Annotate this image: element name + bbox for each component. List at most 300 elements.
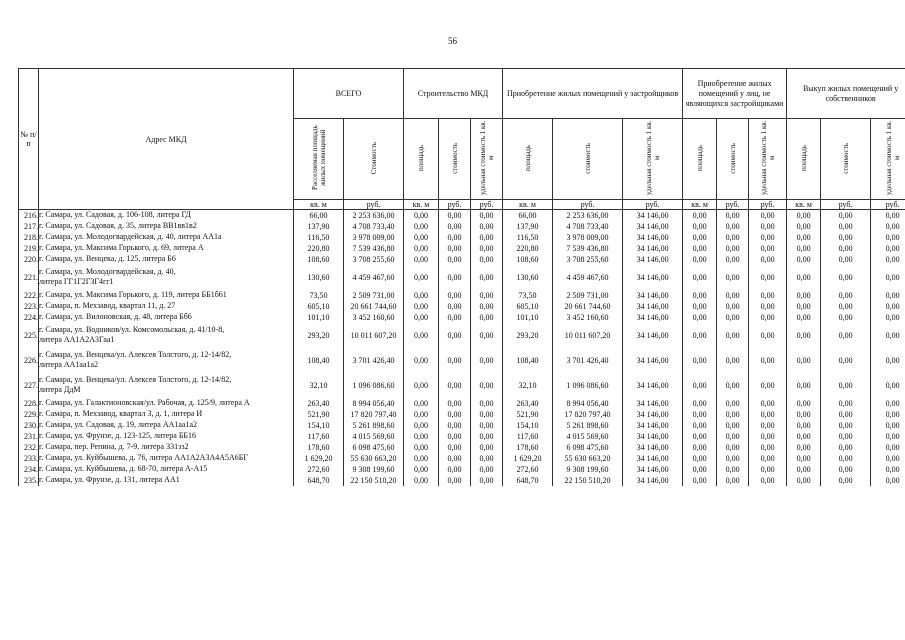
row-value-c2: 0,00 — [439, 431, 471, 442]
row-value-e2: 0,00 — [717, 232, 749, 243]
row-total-cost: 6 098 475,60 — [344, 442, 404, 453]
row-value-d2: 3 708 255,60 — [553, 254, 623, 265]
row-value-f2: 0,00 — [821, 290, 871, 301]
row-value-e1: 0,00 — [683, 254, 717, 265]
row-value-e3: 0,00 — [749, 301, 787, 312]
subheader-nondev-cost: стоимость — [717, 119, 749, 200]
row-value-d2: 2 509 731,00 — [553, 290, 623, 301]
row-value-d3: 34 146,00 — [623, 442, 683, 453]
row-total-cost: 17 820 797,40 — [344, 409, 404, 420]
row-value-e2: 0,00 — [717, 243, 749, 254]
row-value-c1: 0,00 — [404, 398, 439, 409]
row-value-f2: 0,00 — [821, 221, 871, 232]
row-value-c2: 0,00 — [439, 442, 471, 453]
row-value-e2: 0,00 — [717, 301, 749, 312]
row-number: 225. — [19, 323, 39, 348]
row-total-area: 108,60 — [294, 254, 344, 265]
row-value-d2: 10 011 607,20 — [553, 323, 623, 348]
row-value-c3: 0,00 — [471, 301, 503, 312]
row-value-d2: 20 661 744,60 — [553, 301, 623, 312]
row-value-d3: 34 146,00 — [623, 464, 683, 475]
row-total-cost: 3 701 426,40 — [344, 348, 404, 373]
row-value-d3: 34 146,00 — [623, 254, 683, 265]
row-value-f1: 0,00 — [787, 348, 821, 373]
unit-rub: руб. — [749, 200, 787, 210]
row-value-e2: 0,00 — [717, 373, 749, 398]
row-value-f1: 0,00 — [787, 409, 821, 420]
unit-sqm: кв. м — [787, 200, 821, 210]
row-value-e1: 0,00 — [683, 232, 717, 243]
row-address-line: г. Самара, ул. Максима Горького, д. 69, литера А — [39, 243, 204, 252]
row-value-f1: 0,00 — [787, 301, 821, 312]
row-value-c1: 0,00 — [404, 420, 439, 431]
row-total-area: 272,60 — [294, 464, 344, 475]
row-value-e3: 0,00 — [749, 243, 787, 254]
table-row — [19, 453, 905, 464]
row-value-c1: 0,00 — [404, 221, 439, 232]
row-address — [39, 453, 294, 464]
row-address — [39, 312, 294, 323]
row-address-line: г. Самара, ул. Венцека, д. 125, литера Б6 — [39, 254, 176, 263]
row-value-f3: 0,00 — [871, 442, 905, 453]
row-address — [39, 442, 294, 453]
row-value-c1: 0,00 — [404, 265, 439, 290]
row-value-d1: 648,70 — [503, 475, 553, 486]
row-value-c2: 0,00 — [439, 221, 471, 232]
row-address-line: г. Самара, п. Мехзавод, квартал 11, д. 27 — [39, 301, 176, 310]
row-value-f2: 0,00 — [821, 265, 871, 290]
row-value-c1: 0,00 — [404, 290, 439, 301]
table-row — [19, 409, 905, 420]
row-value-e2: 0,00 — [717, 442, 749, 453]
row-value-d3: 34 146,00 — [623, 475, 683, 486]
row-value-e2: 0,00 — [717, 453, 749, 464]
row-value-e2: 0,00 — [717, 254, 749, 265]
row-number: 227. — [19, 373, 39, 398]
housing-resettlement-table — [18, 68, 905, 486]
unit-rub: руб. — [344, 200, 404, 210]
unit-rub: руб. — [471, 200, 503, 210]
row-value-d2: 4 708 733,40 — [553, 221, 623, 232]
row-value-f1: 0,00 — [787, 312, 821, 323]
row-value-e1: 0,00 — [683, 323, 717, 348]
row-address — [39, 265, 294, 290]
row-address — [39, 420, 294, 431]
row-value-c3: 0,00 — [471, 398, 503, 409]
row-value-f2: 0,00 — [821, 409, 871, 420]
row-value-c1: 0,00 — [404, 232, 439, 243]
row-value-e3: 0,00 — [749, 210, 787, 221]
row-value-e3: 0,00 — [749, 398, 787, 409]
header-acq-nondevelopers: Приобретение жилых помещений у лиц, не являющихся застройщиками — [683, 69, 787, 119]
row-value-e3: 0,00 — [749, 420, 787, 431]
row-address — [39, 348, 294, 373]
row-value-e2: 0,00 — [717, 221, 749, 232]
row-value-c3: 0,00 — [471, 453, 503, 464]
row-address-line: г. Самара, ул. Куйбышева, д. 76, литера АА1А2А3А4А5А6БГ — [39, 453, 249, 462]
row-value-e3: 0,00 — [749, 323, 787, 348]
row-value-e3: 0,00 — [749, 265, 787, 290]
row-value-c1: 0,00 — [404, 442, 439, 453]
row-value-f2: 0,00 — [821, 210, 871, 221]
row-value-d2: 8 994 056,40 — [553, 398, 623, 409]
row-total-area: 117,60 — [294, 431, 344, 442]
row-number: 224. — [19, 312, 39, 323]
row-number: 234. — [19, 464, 39, 475]
row-value-f3: 0,00 — [871, 464, 905, 475]
unit-rub: руб. — [439, 200, 471, 210]
row-value-f3: 0,00 — [871, 312, 905, 323]
row-number: 229. — [19, 409, 39, 420]
row-value-e3: 0,00 — [749, 442, 787, 453]
row-value-d1: 220,80 — [503, 243, 553, 254]
row-number: 233. — [19, 453, 39, 464]
row-number: 232. — [19, 442, 39, 453]
row-value-d1: 101,10 — [503, 312, 553, 323]
row-value-f2: 0,00 — [821, 398, 871, 409]
row-number: 226. — [19, 348, 39, 373]
row-value-f3: 0,00 — [871, 431, 905, 442]
row-total-cost: 3 708 255,60 — [344, 254, 404, 265]
row-total-cost: 8 994 056,40 — [344, 398, 404, 409]
table-row — [19, 232, 905, 243]
row-value-d3: 34 146,00 — [623, 373, 683, 398]
row-value-c1: 0,00 — [404, 348, 439, 373]
row-total-cost: 22 150 510,20 — [344, 475, 404, 486]
row-value-d1: 272,60 — [503, 464, 553, 475]
row-value-f1: 0,00 — [787, 265, 821, 290]
row-value-c2: 0,00 — [439, 475, 471, 486]
row-value-f3: 0,00 — [871, 420, 905, 431]
row-address — [39, 221, 294, 232]
subheader-constr-cost: стоимость — [439, 119, 471, 200]
row-value-e1: 0,00 — [683, 475, 717, 486]
row-value-d2: 2 253 636,00 — [553, 210, 623, 221]
row-value-f2: 0,00 — [821, 232, 871, 243]
page-number: 56 — [448, 36, 457, 46]
row-value-c3: 0,00 — [471, 265, 503, 290]
row-value-f2: 0,00 — [821, 373, 871, 398]
row-value-e3: 0,00 — [749, 409, 787, 420]
row-value-c3: 0,00 — [471, 290, 503, 301]
row-total-cost: 5 261 898,60 — [344, 420, 404, 431]
row-value-f3: 0,00 — [871, 373, 905, 398]
unit-sqm: кв. м — [683, 200, 717, 210]
row-value-d3: 34 146,00 — [623, 232, 683, 243]
row-address-line: г. Самара, ул. Фрунзе, д. 123-125, литера ББ16 — [39, 431, 197, 440]
row-value-c1: 0,00 — [404, 431, 439, 442]
row-address-line: г. Самара, ул. Молодогвардейская, д. 40, — [39, 267, 176, 276]
row-value-e2: 0,00 — [717, 398, 749, 409]
row-value-d2: 3 701 426,40 — [553, 348, 623, 373]
row-address — [39, 301, 294, 312]
subheader-total-cost: Стоимость — [344, 119, 404, 200]
row-value-f1: 0,00 — [787, 464, 821, 475]
row-value-f2: 0,00 — [821, 323, 871, 348]
row-value-d3: 34 146,00 — [623, 409, 683, 420]
row-value-d1: 263,40 — [503, 398, 553, 409]
row-value-c2: 0,00 — [439, 409, 471, 420]
row-address-line2: литера АА1А2А3Гаа1 — [39, 335, 115, 344]
row-value-c2: 0,00 — [439, 420, 471, 431]
row-value-d2: 1 096 086,60 — [553, 373, 623, 398]
row-value-e1: 0,00 — [683, 453, 717, 464]
row-value-c2: 0,00 — [439, 254, 471, 265]
row-address-line2: литера АА1аа1а2 — [39, 360, 99, 369]
row-value-d3: 34 146,00 — [623, 323, 683, 348]
subheader-owners-area: площадь — [787, 119, 821, 200]
row-value-e1: 0,00 — [683, 290, 717, 301]
row-value-c1: 0,00 — [404, 323, 439, 348]
row-address — [39, 373, 294, 398]
row-value-d1: 73,50 — [503, 290, 553, 301]
row-total-area: 293,20 — [294, 323, 344, 348]
row-total-cost: 4 015 569,60 — [344, 431, 404, 442]
row-address — [39, 323, 294, 348]
row-address — [39, 475, 294, 486]
row-value-c1: 0,00 — [404, 301, 439, 312]
row-total-area: 116,50 — [294, 232, 344, 243]
row-value-e2: 0,00 — [717, 409, 749, 420]
row-value-f1: 0,00 — [787, 431, 821, 442]
table-row — [19, 221, 905, 232]
subheader-constr-area: площадь — [404, 119, 439, 200]
row-value-c3: 0,00 — [471, 232, 503, 243]
row-value-e2: 0,00 — [717, 290, 749, 301]
row-value-e2: 0,00 — [717, 431, 749, 442]
unit-rub: руб. — [717, 200, 749, 210]
row-number: 219. — [19, 243, 39, 254]
row-value-e3: 0,00 — [749, 232, 787, 243]
row-value-d3: 34 146,00 — [623, 221, 683, 232]
row-value-c3: 0,00 — [471, 323, 503, 348]
row-value-d3: 34 146,00 — [623, 301, 683, 312]
row-address-line: г. Самара, ул. Максима Горького, д. 119, литера ББ1б61 — [39, 290, 227, 299]
row-value-e3: 0,00 — [749, 348, 787, 373]
row-value-f2: 0,00 — [821, 431, 871, 442]
row-total-area: 137,90 — [294, 221, 344, 232]
row-value-e2: 0,00 — [717, 323, 749, 348]
row-value-d3: 34 146,00 — [623, 398, 683, 409]
table-row — [19, 210, 905, 221]
row-value-f1: 0,00 — [787, 398, 821, 409]
table-row — [19, 464, 905, 475]
row-value-d1: 117,60 — [503, 431, 553, 442]
unit-sqm: кв. м — [294, 200, 344, 210]
row-value-d1: 108,60 — [503, 254, 553, 265]
row-address — [39, 409, 294, 420]
row-number: 228. — [19, 398, 39, 409]
row-value-e1: 0,00 — [683, 221, 717, 232]
row-value-f2: 0,00 — [821, 420, 871, 431]
row-value-c1: 0,00 — [404, 312, 439, 323]
table-row — [19, 348, 905, 373]
row-total-cost: 4 708 733,40 — [344, 221, 404, 232]
unit-rub: руб. — [623, 200, 683, 210]
row-value-f3: 0,00 — [871, 475, 905, 486]
row-value-e1: 0,00 — [683, 409, 717, 420]
row-value-e2: 0,00 — [717, 210, 749, 221]
row-value-c3: 0,00 — [471, 420, 503, 431]
row-value-f1: 0,00 — [787, 420, 821, 431]
row-value-f1: 0,00 — [787, 442, 821, 453]
row-value-e1: 0,00 — [683, 265, 717, 290]
row-address-line: г. Самара, ул. Венцека/ул. Алексея Толстого, д. 12-14/82, — [39, 350, 232, 359]
row-value-c2: 0,00 — [439, 232, 471, 243]
subheader-constr-unit: удельная стоимость 1 кв. м — [471, 119, 503, 200]
row-total-area: 521,90 — [294, 409, 344, 420]
row-value-e3: 0,00 — [749, 373, 787, 398]
row-value-f3: 0,00 — [871, 398, 905, 409]
row-value-c3: 0,00 — [471, 464, 503, 475]
row-value-f3: 0,00 — [871, 409, 905, 420]
row-value-d2: 22 150 510,20 — [553, 475, 623, 486]
unit-rub: руб. — [821, 200, 871, 210]
unit-sqm: кв. м — [404, 200, 439, 210]
row-value-e2: 0,00 — [717, 420, 749, 431]
row-value-f2: 0,00 — [821, 475, 871, 486]
row-value-d3: 34 146,00 — [623, 348, 683, 373]
row-value-e3: 0,00 — [749, 312, 787, 323]
row-value-d2: 4 459 467,60 — [553, 265, 623, 290]
row-value-f1: 0,00 — [787, 243, 821, 254]
row-value-e3: 0,00 — [749, 475, 787, 486]
row-value-f3: 0,00 — [871, 453, 905, 464]
row-value-e1: 0,00 — [683, 464, 717, 475]
row-total-area: 101,10 — [294, 312, 344, 323]
row-value-c1: 0,00 — [404, 243, 439, 254]
row-value-c2: 0,00 — [439, 323, 471, 348]
row-value-f3: 0,00 — [871, 210, 905, 221]
header-address: Адрес МКД — [39, 69, 294, 210]
subheader-owners-unit: удельная стоимость 1 кв. м — [871, 119, 905, 200]
row-value-c3: 0,00 — [471, 475, 503, 486]
row-total-area: 178,60 — [294, 442, 344, 453]
row-total-cost: 3 978 009,00 — [344, 232, 404, 243]
row-number: 222. — [19, 290, 39, 301]
row-total-cost: 10 011 607,20 — [344, 323, 404, 348]
row-value-f1: 0,00 — [787, 210, 821, 221]
row-value-c1: 0,00 — [404, 453, 439, 464]
row-address — [39, 210, 294, 221]
row-value-e3: 0,00 — [749, 290, 787, 301]
row-address — [39, 254, 294, 265]
row-value-c2: 0,00 — [439, 398, 471, 409]
row-value-e1: 0,00 — [683, 420, 717, 431]
row-value-d1: 1 629,20 — [503, 453, 553, 464]
row-value-e3: 0,00 — [749, 453, 787, 464]
row-value-f2: 0,00 — [821, 464, 871, 475]
row-value-f2: 0,00 — [821, 254, 871, 265]
row-number: 223. — [19, 301, 39, 312]
row-value-d3: 34 146,00 — [623, 210, 683, 221]
table-row — [19, 243, 905, 254]
header-total: ВСЕГО — [294, 69, 404, 119]
row-value-d3: 34 146,00 — [623, 420, 683, 431]
row-address — [39, 464, 294, 475]
row-number: 220. — [19, 254, 39, 265]
row-value-d2: 6 098 475,60 — [553, 442, 623, 453]
row-address-line2: литера ДдМ — [39, 385, 81, 394]
row-address-line: г. Самара, ул. Галактионовская/ул. Рабочая, д. 125/9, литера А — [39, 398, 250, 407]
table-row — [19, 265, 905, 290]
row-value-d3: 34 146,00 — [623, 265, 683, 290]
row-value-d1: 108,40 — [503, 348, 553, 373]
subheader-dev-cost: стоимость — [553, 119, 623, 200]
row-value-f2: 0,00 — [821, 312, 871, 323]
header-num: № п/п — [19, 69, 39, 210]
unit-rub: руб. — [553, 200, 623, 210]
row-address-line: г. Самара, ул. Садовая, д. 106-108, литера ГД — [39, 210, 191, 220]
row-value-f3: 0,00 — [871, 290, 905, 301]
row-value-d3: 34 146,00 — [623, 453, 683, 464]
row-address — [39, 398, 294, 409]
row-value-d2: 17 820 797,40 — [553, 409, 623, 420]
row-value-c3: 0,00 — [471, 221, 503, 232]
row-address-line: г. Самара, ул. Фрунзе, д. 131, литера АА1 — [39, 475, 180, 484]
row-value-d2: 9 308 199,60 — [553, 464, 623, 475]
row-value-d2: 3 978 009,00 — [553, 232, 623, 243]
row-number: 221. — [19, 265, 39, 290]
row-value-e1: 0,00 — [683, 301, 717, 312]
row-value-c1: 0,00 — [404, 210, 439, 221]
row-value-f1: 0,00 — [787, 254, 821, 265]
table-row — [19, 420, 905, 431]
row-value-c2: 0,00 — [439, 453, 471, 464]
row-total-area: 648,70 — [294, 475, 344, 486]
row-value-e1: 0,00 — [683, 348, 717, 373]
row-value-c1: 0,00 — [404, 464, 439, 475]
row-value-d3: 34 146,00 — [623, 243, 683, 254]
row-value-d3: 34 146,00 — [623, 431, 683, 442]
header-construction: Строительство МКД — [404, 69, 503, 119]
header-buyout-owners: Выкуп жилых помещений у собственников — [787, 69, 905, 119]
row-value-d2: 3 452 160,60 — [553, 312, 623, 323]
row-value-d1: 137,90 — [503, 221, 553, 232]
row-value-f1: 0,00 — [787, 373, 821, 398]
subheader-dev-area: площадь — [503, 119, 553, 200]
row-address-line: г. Самара, ул. Венцека/ул. Алексея Толстого, д. 12-14/82, — [39, 375, 232, 384]
row-value-e2: 0,00 — [717, 312, 749, 323]
row-value-d1: 293,20 — [503, 323, 553, 348]
row-value-c2: 0,00 — [439, 243, 471, 254]
row-address-line: г. Самара, пер. Репина, д. 7-9, литера З31зз2 — [39, 442, 189, 451]
row-address — [39, 431, 294, 442]
row-total-area: 263,40 — [294, 398, 344, 409]
row-address-line: г. Самара, ул. Водников/ул. Комсомольская, д. 41/10-8, — [39, 325, 225, 334]
row-value-f3: 0,00 — [871, 265, 905, 290]
table-row — [19, 301, 905, 312]
table-row — [19, 290, 905, 301]
row-number: 217. — [19, 221, 39, 232]
row-value-f3: 0,00 — [871, 301, 905, 312]
row-value-c3: 0,00 — [471, 312, 503, 323]
row-total-cost: 2 509 731,00 — [344, 290, 404, 301]
row-total-cost: 1 096 086,60 — [344, 373, 404, 398]
subheader-owners-cost: стоимость — [821, 119, 871, 200]
row-value-f1: 0,00 — [787, 232, 821, 243]
row-value-d2: 55 630 663,20 — [553, 453, 623, 464]
row-value-f2: 0,00 — [821, 348, 871, 373]
row-value-c2: 0,00 — [439, 464, 471, 475]
row-value-c3: 0,00 — [471, 243, 503, 254]
row-value-c3: 0,00 — [471, 431, 503, 442]
table-row — [19, 475, 905, 486]
row-value-f1: 0,00 — [787, 453, 821, 464]
row-total-cost: 55 630 663,20 — [344, 453, 404, 464]
unit-rub: руб. — [871, 200, 905, 210]
row-value-d1: 521,90 — [503, 409, 553, 420]
